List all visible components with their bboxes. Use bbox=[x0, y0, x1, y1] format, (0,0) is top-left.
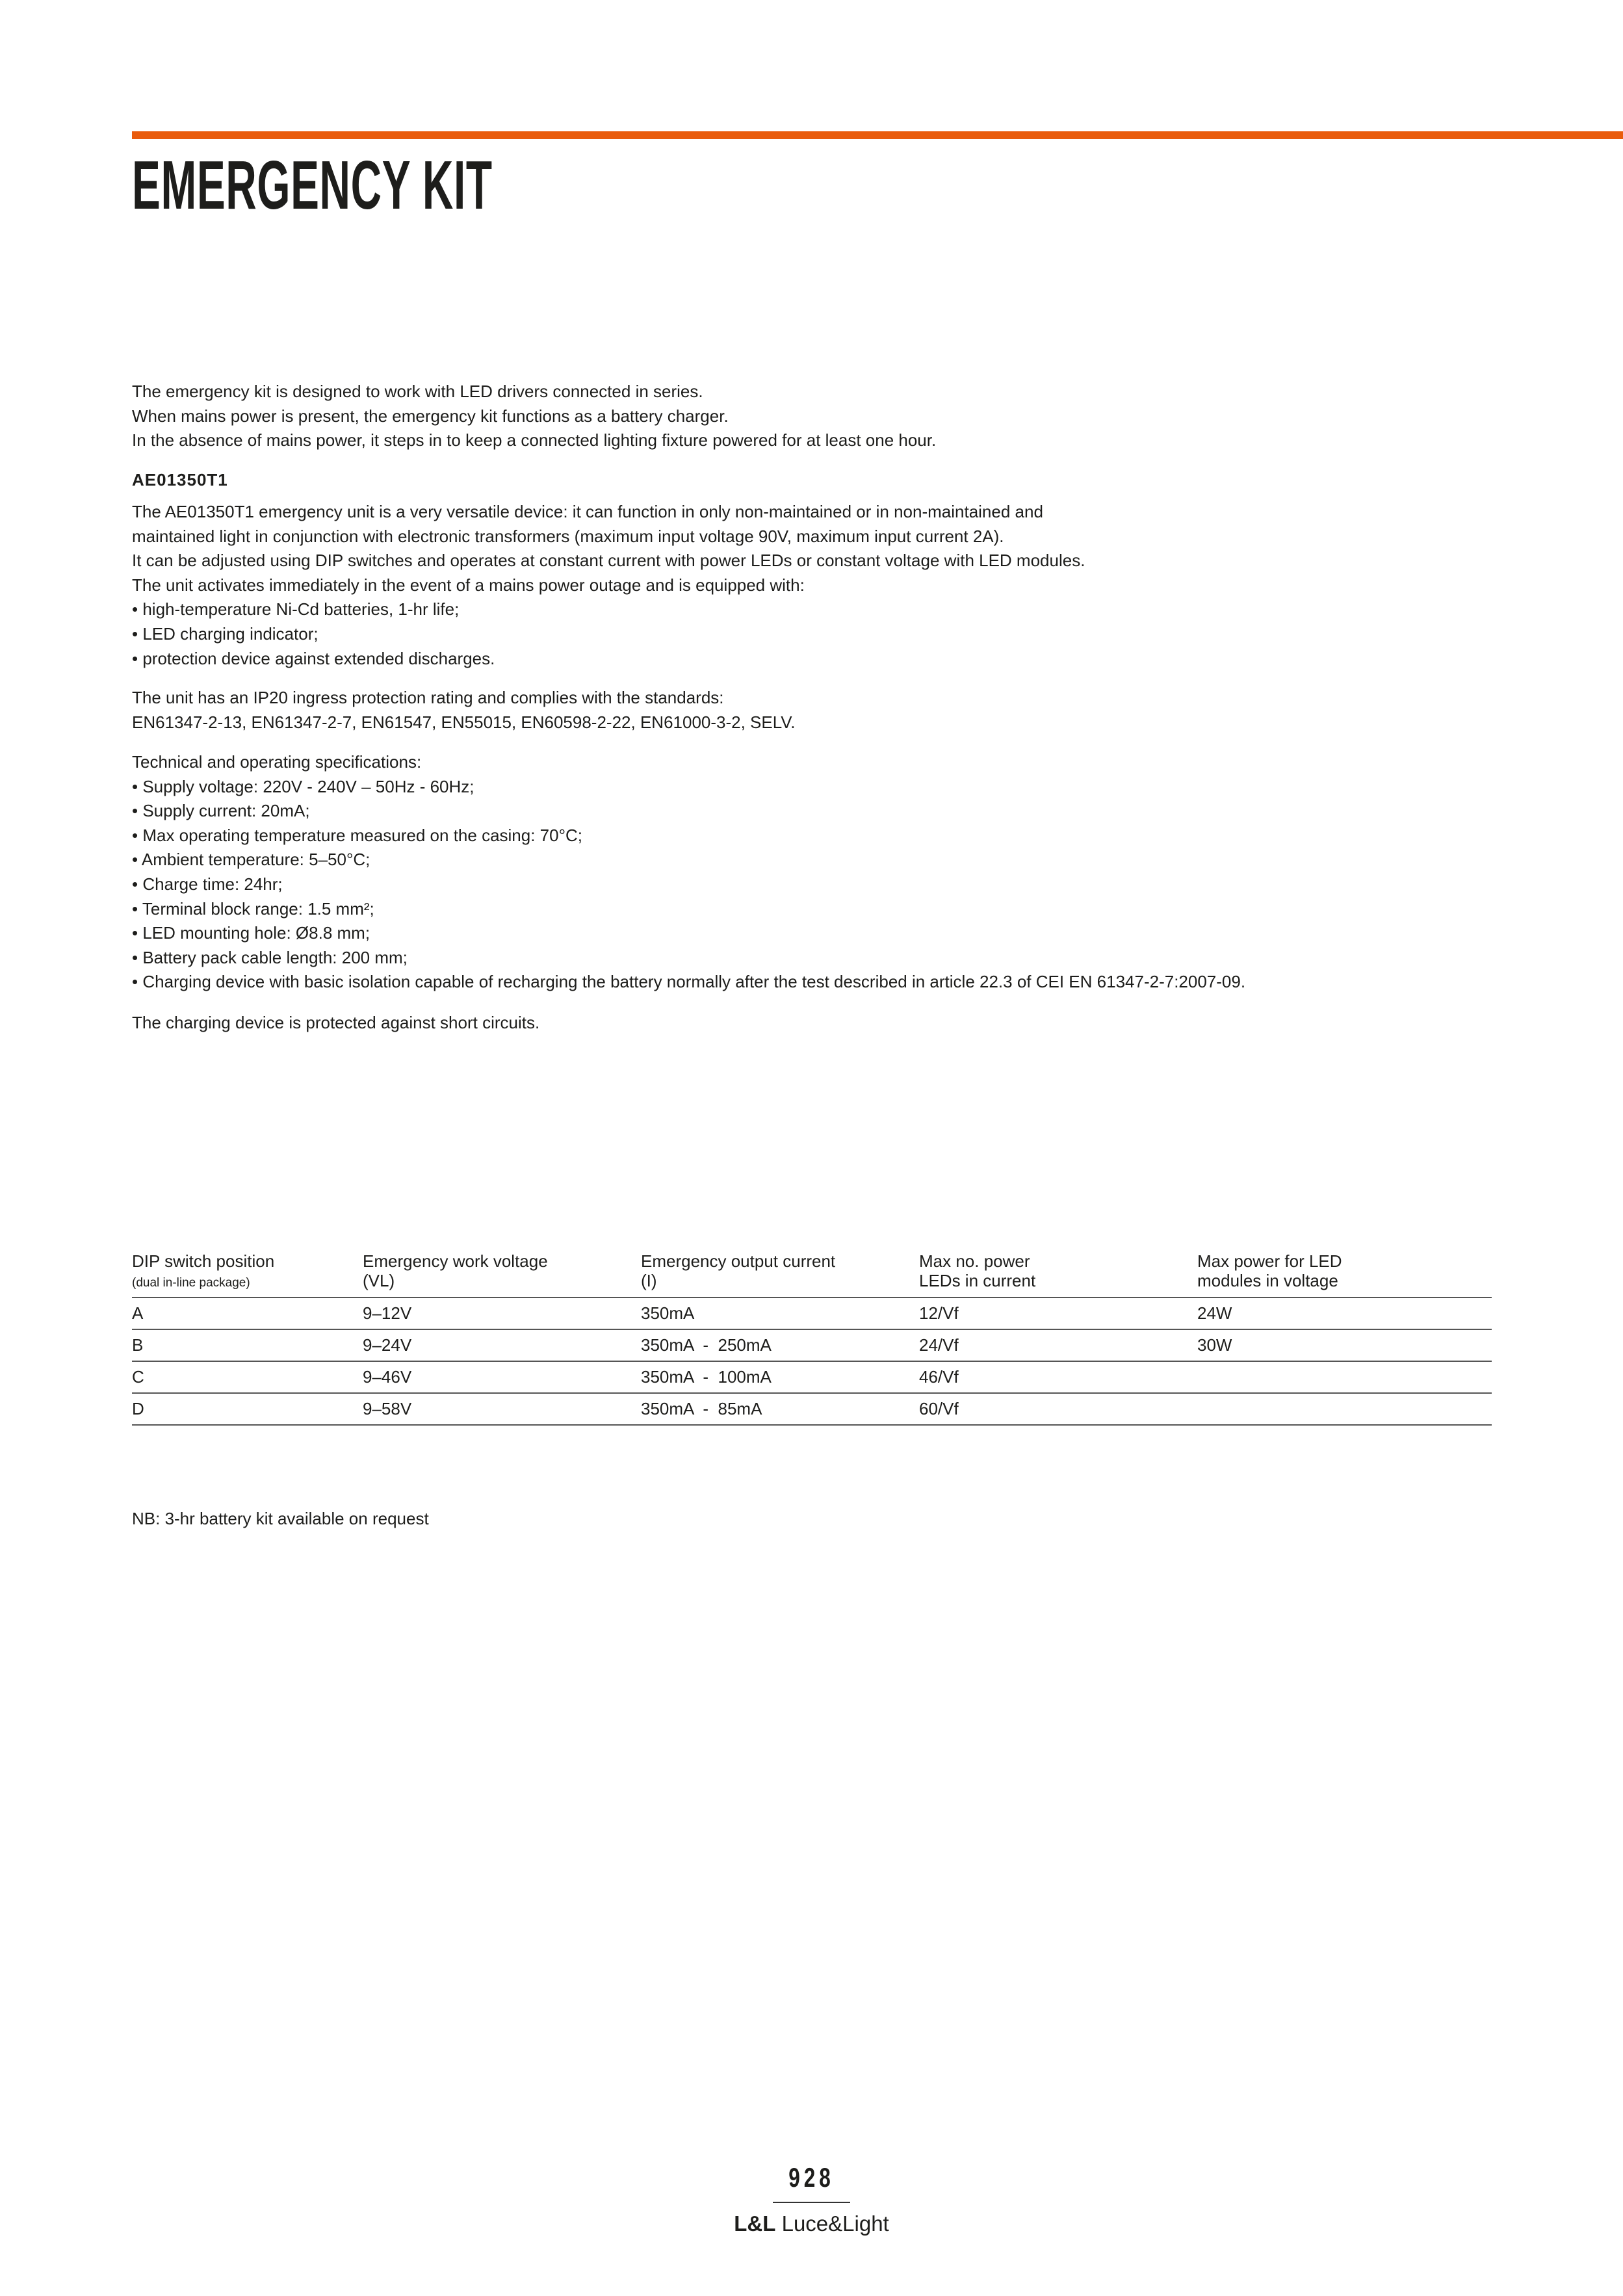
spec-line: • Charge time: 24hr; bbox=[132, 874, 283, 894]
table-row: A 9–12V 350mA 12/Vf 24W bbox=[132, 1298, 1492, 1329]
spec-line: Technical and operating specifications: bbox=[132, 752, 422, 772]
specifications-list bbox=[132, 750, 1245, 995]
spec-line: • Terminal block range: 1.5 mm²; bbox=[132, 898, 374, 919]
description-line: It can be adjusted using DIP switches and operates at constant current with power LEDs or constant voltage with LED modules. bbox=[132, 551, 1085, 571]
table-row: B 9–24V 350mA - 250mA 24/Vf 30W bbox=[132, 1329, 1492, 1361]
intro-line: In the absence of mains power, it steps in to keep a connected lighting fixture powered for at least one hour. bbox=[132, 430, 937, 450]
intro-text bbox=[132, 380, 936, 453]
standards-text bbox=[132, 686, 795, 735]
description-line: The unit activates immediately in the event of a mains power outage and is equipped with: bbox=[132, 575, 805, 595]
product-code: AE01350T1 bbox=[132, 470, 228, 489]
table-row: D 9–58V 350mA - 85mA 60/Vf bbox=[132, 1393, 1492, 1425]
header-output-current: Emergency output current (I) bbox=[641, 1251, 919, 1298]
standards-line: EN61347-2-13, EN61347-2-7, EN61547, EN55015, EN60598-2-22, EN61000-3-2, SELV. bbox=[132, 712, 796, 732]
description-line: • high-temperature Ni-Cd batteries, 1-hr life; bbox=[132, 599, 460, 620]
intro-line: When mains power is present, the emergency kit functions as a battery charger. bbox=[132, 406, 729, 426]
spec-line: • Battery pack cable length: 200 mm; bbox=[132, 947, 408, 967]
spec-line: • Supply voltage: 220V - 240V – 50Hz - 60Hz; bbox=[132, 776, 474, 796]
product-description bbox=[132, 500, 1085, 671]
header-dip-position: DIP switch position (dual in-line package) bbox=[132, 1251, 363, 1298]
table-row: C 9–46V 350mA - 100mA 46/Vf bbox=[132, 1361, 1492, 1393]
spec-line: • Supply current: 20mA; bbox=[132, 801, 310, 821]
accent-bar bbox=[132, 131, 1623, 139]
table-header-row bbox=[132, 1251, 1492, 1298]
brand-logo: L&L Luce&Light bbox=[734, 2211, 889, 2236]
page-title: EMERGENCY KIT bbox=[132, 147, 493, 224]
description-line: maintained light in conjunction with electronic transformers (maximum input voltage 90V, maximum input current 2A). bbox=[132, 526, 1004, 546]
header-max-leds: Max no. power LEDs in current bbox=[919, 1251, 1197, 1298]
intro-line: The emergency kit is designed to work with LED drivers connected in series. bbox=[132, 382, 703, 401]
spec-line: • Charging device with basic isolation capable of recharging the battery normally after the test described in article 22.3 of CEI EN 61347-2-7:2007-09. bbox=[132, 972, 1246, 992]
protection-note: The charging device is protected against short circuits. bbox=[132, 1013, 540, 1032]
description-line: • LED charging indicator; bbox=[132, 623, 318, 644]
description-line: • protection device against extended discharges. bbox=[132, 648, 495, 668]
header-work-voltage: Emergency work voltage (VL) bbox=[363, 1251, 641, 1298]
spec-line: • Ambient temperature: 5–50°C; bbox=[132, 850, 370, 870]
header-max-power: Max power for LED modules in voltage bbox=[1197, 1251, 1492, 1298]
footer-divider bbox=[773, 2202, 850, 2203]
spec-line: • LED mounting hole: Ø8.8 mm; bbox=[132, 923, 370, 943]
description-line: The AE01350T1 emergency unit is a very versatile device: it can function in only non-maintained or in non-maintained and bbox=[132, 502, 1043, 521]
standards-line: The unit has an IP20 ingress protection rating and complies with the standards: bbox=[132, 688, 724, 707]
spec-line: • Max operating temperature measured on the casing: 70°C; bbox=[132, 825, 582, 845]
dip-switch-table bbox=[132, 1251, 1492, 1426]
nb-note: NB: 3-hr battery kit available on request bbox=[132, 1509, 429, 1528]
page-number: 928 bbox=[788, 2162, 835, 2193]
